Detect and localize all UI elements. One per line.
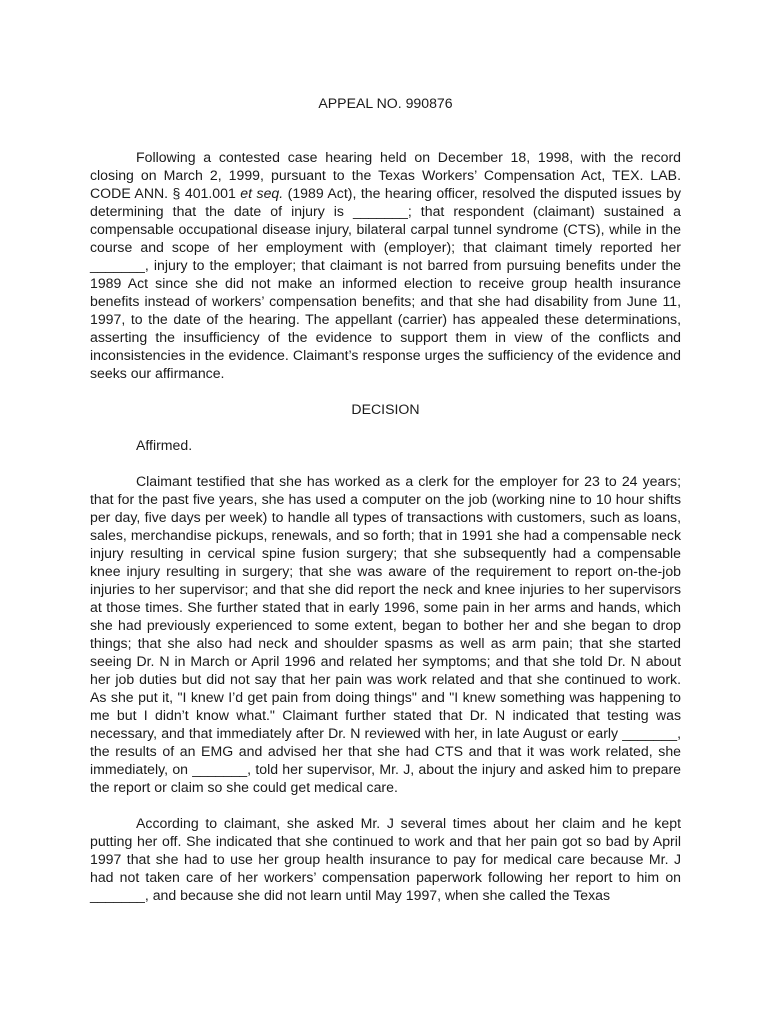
paragraph-claimant-account: According to claimant, she asked Mr. J several times about her claim and he kept putting her off. She indicated that she continued to work and that her pain got so bad by April 1997 that she had to use her group health insurance to pay for medical care because Mr. J had not taken care of her workers’ compensation paperwork following her report to him on _______, and because she did not learn until May 1997, when she called the Texas: [90, 815, 681, 903]
paragraph-1-text-a: Following a contested case hearing held on December 18, 1998, with the record closing on March 2, 1999, pursuant to the Texas Workers’ Compensation Act, TEX. LAB. CODE ANN. § 401.001: [90, 149, 681, 201]
decision-heading: DECISION: [351, 401, 420, 417]
paragraph-1-italic-citation: et seq.: [240, 185, 284, 201]
appeal-title: APPEAL NO. 990876: [318, 95, 453, 111]
paragraph-claimant-testimony: Claimant testified that she has worked as a clerk for the employer for 23 to 24 years; that for the past five years, she has used a computer on the job (working nine to 10 hour shifts per day, five days per week) to handle all types of transactions with customers, such as loans, sales, merchandise pickups, renewals, and so forth; that in 1991 she had a compensable neck injury resulting in cervical spine fusion surgery; that she subsequently had a compensable knee injury resulting in surgery; that she was aware of the requirement to report on-the-job injuries to her supervisor; and that she did report the neck and knee injuries to her supervisors at those times. She further stated that in early 1996, some pain in her arms and hands, which she had previously experienced to some extent, began to bother her and she began to drop things; that she also had neck and shoulder spasms as well as arm pain; that she started seeing Dr. N in March or April 1996 and related her symptoms; and that she told Dr. N about her job duties but did not say that her pain was work related and that she continued to work. As she put it, "I knew I’d get pain from doing things" and "I knew something was happening to me but I didn’t know what." Claimant further stated that Dr. N indicated that testing was necessary, and that immediately after Dr. N reviewed with her, in late August or early _______, the results of an EMG and advised her that she had CTS and that it was work related, she immediately, on _______, told her supervisor, Mr. J, about the injury and asked him to prepare the report or claim so she could get medical care.: [90, 473, 681, 795]
affirmed-text: Affirmed.: [136, 437, 193, 453]
paragraph-procedural-history: [90, 148, 681, 382]
paragraph-1-text-b: (1989 Act), the hearing officer, resolved the disputed issues by determining that the date of injury is _______; that respondent (claimant) sustained a compensable occupational disease injury, bilateral carpal tunnel syndrome (CTS), while in the course and scope of her employment with (employer); that claimant timely reported her _______, injury to the employer; that claimant is not barred from pursuing benefits under the 1989 Act since she did not make an informed election to receive group health insurance benefits instead of workers’ compensation benefits; and that she had disability from June 11, 1997, to the date of the hearing. The appellant (carrier) has appealed these determinations, asserting the insufficiency of the evidence to support them in view of the conflicts and inconsistencies in the evidence. Claimant’s response urges the sufficiency of the evidence and seeks our affirmance.: [90, 185, 682, 381]
document-body: [90, 94, 681, 904]
